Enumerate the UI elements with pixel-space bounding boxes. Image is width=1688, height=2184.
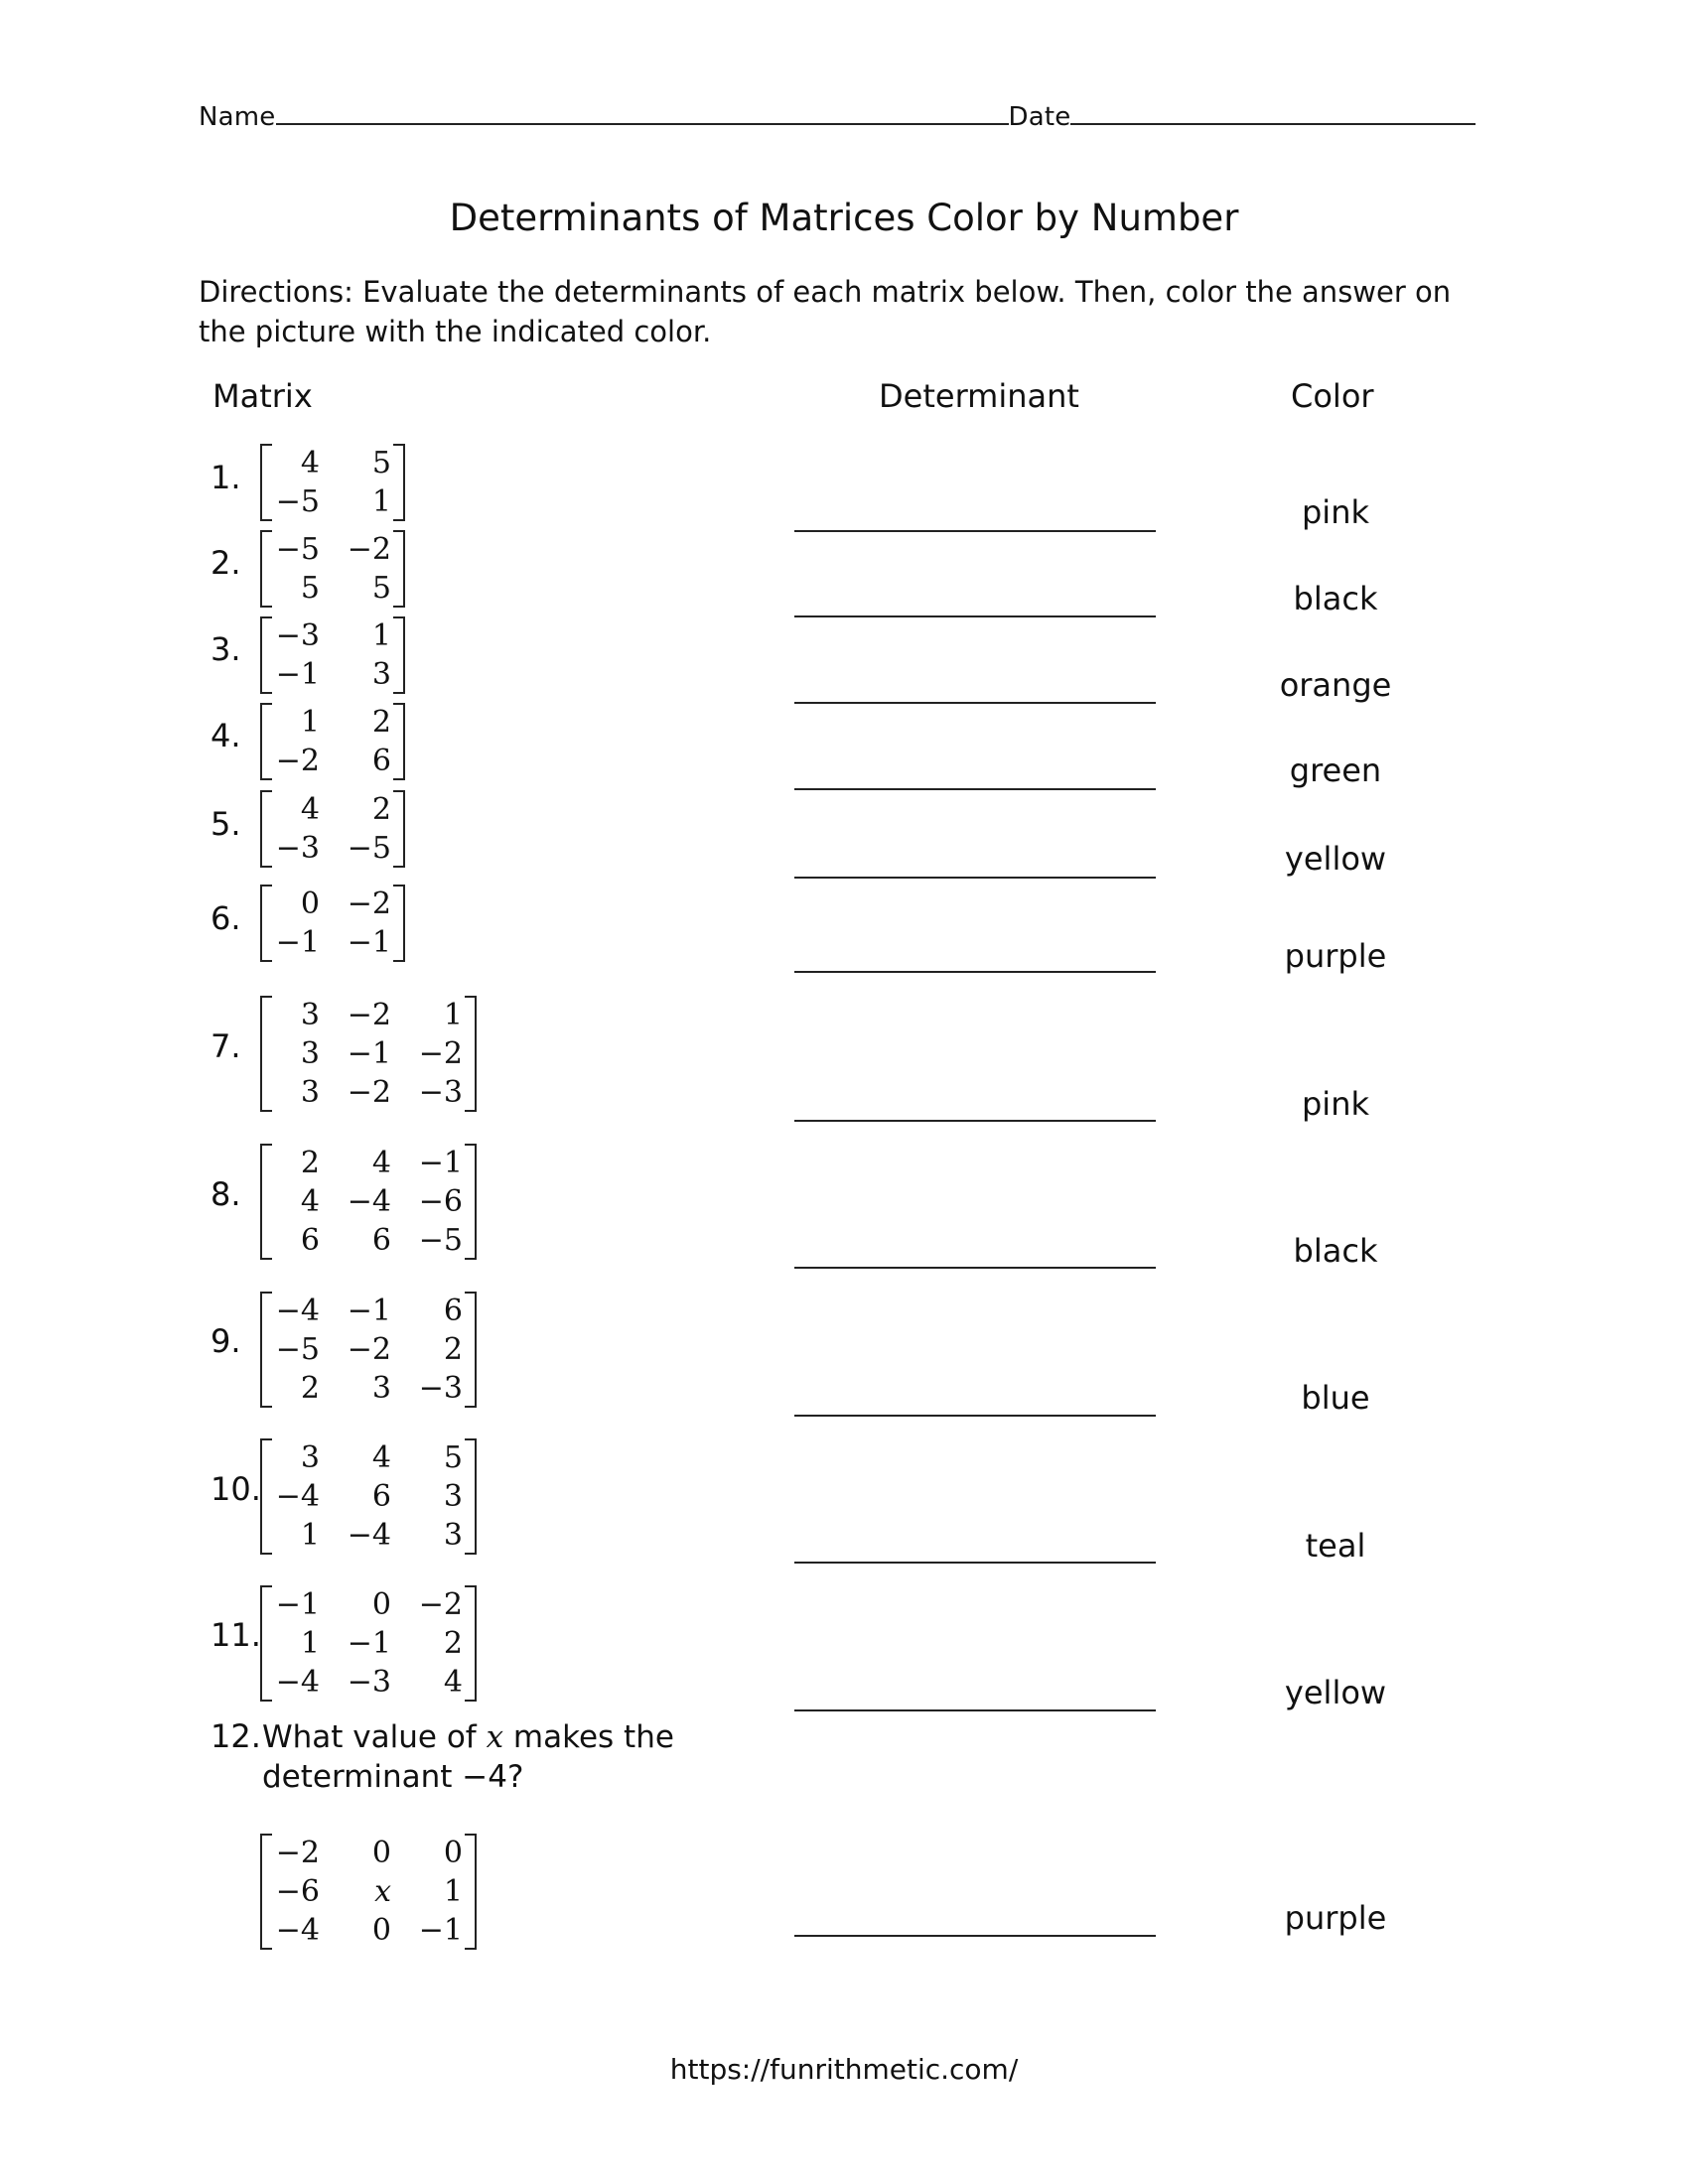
problem-number: 6. [211, 899, 241, 937]
matrix [260, 616, 405, 694]
matrix-entry: −2 [347, 1075, 391, 1110]
matrix-entry: −1 [347, 1626, 391, 1661]
problem-number: 3. [211, 630, 241, 668]
date-field[interactable] [1070, 99, 1476, 125]
matrix-entry: 2 [371, 705, 391, 740]
color-label: black [1293, 1232, 1378, 1270]
matrix-entry: 1 [371, 618, 391, 653]
matrix-right-bracket [465, 1585, 477, 1702]
color-label: black [1293, 580, 1378, 617]
matrix-entry: 3 [443, 1518, 463, 1553]
matrix-left-bracket [260, 703, 272, 780]
matrix-entry: −2 [347, 998, 391, 1032]
matrix-right-bracket [465, 1144, 477, 1260]
matrix-left-bracket [260, 885, 272, 962]
matrix-right-bracket [393, 703, 405, 780]
column-header-matrix: Matrix [212, 377, 313, 415]
matrix-entry: 0 [443, 1836, 463, 1870]
matrix-entry: −1 [275, 925, 320, 960]
matrix-entry: −1 [418, 1913, 463, 1948]
question-text-end: makes the [503, 1719, 674, 1755]
matrix-entry: 0 [371, 1913, 391, 1948]
matrix-entry: 1 [371, 484, 391, 519]
matrix-entry: −2 [275, 1836, 320, 1870]
problem-number: 4. [211, 717, 241, 754]
color-label: teal [1305, 1527, 1366, 1565]
matrix-entry: 5 [443, 1440, 463, 1475]
directions [199, 272, 1489, 351]
matrix [260, 1585, 477, 1702]
matrix-entry: 6 [443, 1294, 463, 1328]
matrix-entry: −2 [418, 1587, 463, 1622]
matrix-entry: −2 [275, 744, 320, 778]
matrix-entry: −5 [418, 1223, 463, 1258]
matrix-entry: 3 [300, 998, 320, 1032]
matrix-entry: 6 [371, 1223, 391, 1258]
problem-question [262, 1717, 674, 1797]
matrix-left-bracket [260, 790, 272, 868]
matrix [260, 530, 405, 608]
matrix-entry: −1 [275, 657, 320, 692]
name-field[interactable] [276, 99, 1009, 125]
name-line [199, 99, 1476, 132]
matrix [260, 885, 405, 962]
matrix-right-bracket [393, 790, 405, 868]
matrix-entry: 0 [371, 1836, 391, 1870]
problem-number: 9. [211, 1322, 241, 1360]
matrix-entry: −4 [275, 1913, 320, 1948]
color-label: yellow [1284, 840, 1387, 878]
matrix-left-bracket [260, 1292, 272, 1408]
matrix-entry: −1 [275, 1587, 320, 1622]
matrix-right-bracket [393, 444, 405, 521]
matrix-right-bracket [393, 885, 405, 962]
problem-number: 12. [211, 1717, 261, 1755]
matrix-entry: −6 [418, 1184, 463, 1219]
matrix-entry: x [374, 1874, 391, 1909]
matrix [260, 1438, 477, 1555]
matrix-entry: −4 [347, 1184, 391, 1219]
matrix-entry: 6 [371, 1479, 391, 1514]
matrix-entry: −5 [275, 532, 320, 567]
color-label: green [1289, 751, 1382, 789]
matrix-entry: 4 [300, 1184, 320, 1219]
matrix [260, 1144, 477, 1260]
matrix-entry: 3 [371, 1371, 391, 1406]
matrix-left-bracket [260, 1144, 272, 1260]
question-text-line2: determinant −4? [262, 1759, 524, 1795]
matrix-entry: −3 [347, 1665, 391, 1700]
matrix-entry: −2 [347, 887, 391, 921]
matrix [260, 790, 405, 868]
matrix-entry: −5 [275, 1332, 320, 1367]
matrix-entry: 1 [300, 705, 320, 740]
matrix-entry: −4 [275, 1665, 320, 1700]
color-label: purple [1284, 1899, 1387, 1937]
matrix-entry: 0 [300, 887, 320, 921]
determinant-answer-line[interactable] [794, 1415, 1156, 1417]
color-label: purple [1284, 937, 1387, 975]
color-label: pink [1301, 493, 1369, 531]
matrix-left-bracket [260, 996, 272, 1112]
matrix-entry: −5 [275, 484, 320, 519]
matrix-entry: 6 [300, 1223, 320, 1258]
matrix-entry: 2 [443, 1332, 463, 1367]
matrix-entry: −1 [347, 1294, 391, 1328]
matrix-entry: 5 [371, 571, 391, 606]
problem-number: 8. [211, 1175, 241, 1213]
matrix-entry: 3 [443, 1479, 463, 1514]
color-label: pink [1301, 1085, 1369, 1123]
problem-number: 2. [211, 544, 241, 582]
matrix-entry: −2 [347, 532, 391, 567]
matrix-entry: 4 [371, 1440, 391, 1475]
matrix-entry: −2 [418, 1036, 463, 1071]
matrix-entry: 1 [300, 1518, 320, 1553]
matrix [260, 444, 405, 521]
determinant-answer-line[interactable] [794, 1120, 1156, 1122]
matrix-left-bracket [260, 1438, 272, 1555]
matrix-entry: −1 [347, 925, 391, 960]
matrix-entry: −1 [418, 1146, 463, 1180]
question-variable: x [486, 1719, 504, 1755]
matrix-left-bracket [260, 530, 272, 608]
determinant-answer-line[interactable] [794, 1267, 1156, 1269]
column-header-determinant: Determinant [879, 377, 1079, 415]
determinant-answer-line[interactable] [794, 530, 1156, 532]
matrix-entry: 5 [371, 446, 391, 480]
matrix-entry: 2 [300, 1146, 320, 1180]
matrix-entry: 3 [300, 1036, 320, 1071]
matrix-entry: −4 [275, 1479, 320, 1514]
matrix-entry: −3 [418, 1075, 463, 1110]
matrix-entry: 3 [300, 1075, 320, 1110]
matrix-entry: −3 [275, 831, 320, 866]
color-label: yellow [1284, 1674, 1387, 1711]
matrix-left-bracket [260, 616, 272, 694]
determinant-answer-line[interactable] [794, 615, 1156, 617]
determinant-answer-line[interactable] [794, 1935, 1156, 1937]
matrix-right-bracket [465, 1292, 477, 1408]
matrix-right-bracket [465, 996, 477, 1112]
matrix-entry: 0 [371, 1587, 391, 1622]
problem-number: 5. [211, 805, 241, 843]
problem-number: 7. [211, 1027, 241, 1065]
matrix-entry: −4 [347, 1518, 391, 1553]
matrix-entry: −5 [347, 831, 391, 866]
column-header-color: Color [1291, 377, 1374, 415]
matrix [260, 1834, 477, 1950]
problem-number: 10. [211, 1470, 261, 1508]
matrix-entry: 1 [443, 998, 463, 1032]
matrix-entry: 2 [371, 792, 391, 827]
determinant-answer-line[interactable] [794, 1562, 1156, 1564]
matrix-right-bracket [465, 1834, 477, 1950]
matrix-entry: 4 [443, 1665, 463, 1700]
matrix-entry: 2 [300, 1371, 320, 1406]
matrix-entry: 4 [300, 792, 320, 827]
footer-url: https://funrithmetic.com/ [669, 2053, 1019, 2086]
problem-number: 1. [211, 459, 241, 496]
matrix-right-bracket [393, 616, 405, 694]
directions-text: : Evaluate the determinants of each matrix below. Then, color the answer on the picture with the indicated color. [199, 275, 1452, 348]
directions-label: Directions [199, 275, 345, 309]
matrix-entry: 2 [443, 1626, 463, 1661]
date-label: Date [1008, 102, 1071, 132]
matrix-entry: 4 [300, 446, 320, 480]
matrix-right-bracket [393, 530, 405, 608]
determinant-answer-line[interactable] [794, 788, 1156, 790]
name-label: Name [199, 102, 276, 132]
matrix-entry: 4 [371, 1146, 391, 1180]
matrix-entry: 1 [300, 1626, 320, 1661]
question-text-start: What value of [262, 1719, 487, 1755]
matrix [260, 996, 477, 1112]
matrix [260, 703, 405, 780]
matrix-entry: −1 [347, 1036, 391, 1071]
matrix-left-bracket [260, 444, 272, 521]
determinant-answer-line[interactable] [794, 877, 1156, 879]
matrix-left-bracket [260, 1585, 272, 1702]
matrix-entry: 5 [300, 571, 320, 606]
matrix-entry: −6 [275, 1874, 320, 1909]
matrix-right-bracket [465, 1438, 477, 1555]
matrix-entry: −4 [275, 1294, 320, 1328]
determinant-answer-line[interactable] [794, 1709, 1156, 1711]
color-label: blue [1301, 1379, 1370, 1417]
matrix-entry: −3 [275, 618, 320, 653]
problem-number: 11. [211, 1616, 261, 1654]
matrix-entry: −3 [418, 1371, 463, 1406]
determinant-answer-line[interactable] [794, 702, 1156, 704]
page-title: Determinants of Matrices Color by Number [449, 197, 1239, 239]
matrix-entry: 6 [371, 744, 391, 778]
matrix-entry: 3 [371, 657, 391, 692]
determinant-answer-line[interactable] [794, 971, 1156, 973]
matrix [260, 1292, 477, 1408]
color-label: orange [1279, 666, 1392, 704]
matrix-entry: −2 [347, 1332, 391, 1367]
matrix-left-bracket [260, 1834, 272, 1950]
matrix-entry: 1 [443, 1874, 463, 1909]
matrix-entry: 3 [300, 1440, 320, 1475]
